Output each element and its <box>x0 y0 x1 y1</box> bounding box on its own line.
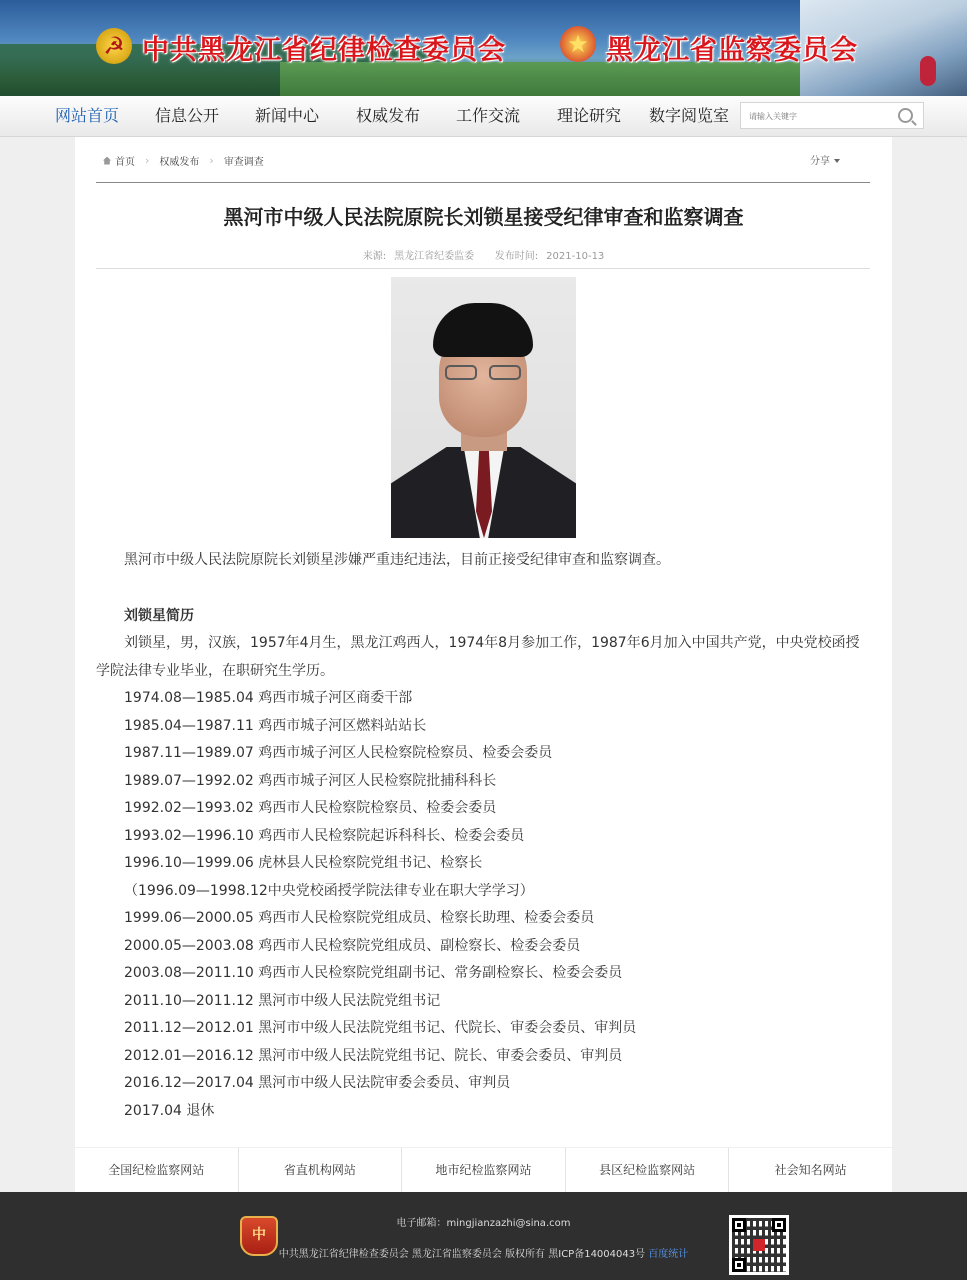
email-label: 电子邮箱： <box>396 1218 447 1229</box>
career-item: 1999.06—2000.05 鸡西市人民检察院党组成员、检察长助理、检委会委员 <box>124 910 595 926</box>
nav-item-work-exchange[interactable]: 工作交流 <box>456 106 521 125</box>
link-county-commission-sites[interactable]: 县区纪检监察网站 <box>566 1148 730 1192</box>
national-emblem-icon: ★ <box>560 26 596 62</box>
bio-intro: 刘锁星，男，汉族，1957年4月生，黑龙江鸡西人，1974年8月参加工作，1987年6月加入中国共产党，中央党校函授学院法律专业毕业，在职研究生学历。 <box>96 635 860 679</box>
breadcrumb-home[interactable]: 首页 <box>115 157 135 168</box>
career-item: 1989.07—1992.02 鸡西市城子河区人民检察院批捕科科长 <box>124 772 497 789</box>
chevron-right-icon: › <box>209 154 214 167</box>
search-input[interactable] <box>747 103 891 129</box>
banner-field <box>280 62 800 96</box>
portrait-photo <box>391 277 576 538</box>
main-nav <box>0 96 967 137</box>
date-label: 发布时间: <box>494 251 539 262</box>
qr-code-icon <box>729 1215 789 1275</box>
nav-item-news-center[interactable]: 新闻中心 <box>255 106 320 125</box>
career-item: 2003.08—2011.10 鸡西市人民检察院党组副书记、常务副检察长、检委会委员 <box>124 965 623 981</box>
site-footer <box>0 1192 967 1280</box>
copyright-text: 中共黑龙江省纪律检查委员会 黑龙江省监察委员会 版权所有 黑ICP备14004043号 <box>278 1249 646 1260</box>
friendly-links-bar <box>75 1148 892 1192</box>
nav-item-digital-reading-room[interactable]: 数字阅览室 <box>649 106 730 125</box>
share-label: 分享 <box>810 156 830 167</box>
email-value[interactable]: mingjianzazhi@sina.com <box>446 1218 571 1229</box>
link-well-known-sites[interactable]: 社会知名网站 <box>774 1163 847 1177</box>
nav-item-home[interactable]: 网站首页 <box>55 106 120 125</box>
divider <box>96 182 870 183</box>
link-national-commission-sites[interactable]: 全国纪检监察网站 <box>75 1148 239 1192</box>
career-item: 2011.10—2011.12 黑河市中级人民法院党组书记 <box>124 992 441 1009</box>
footer-email <box>0 1214 967 1229</box>
divider <box>96 268 870 269</box>
source-value: 黑龙江省纪委监委 <box>394 251 475 262</box>
breadcrumb <box>103 153 264 168</box>
career-item: 1992.02—1993.02 鸡西市人民检察院检察员、检委会委员 <box>124 800 497 816</box>
search-box <box>740 102 924 129</box>
footer-copyright <box>0 1245 967 1260</box>
party-badge-icon: 中 <box>240 1216 278 1256</box>
link-provincial-agency-sites[interactable]: 省直机构网站 <box>239 1148 403 1192</box>
stats-link[interactable]: 百度统计 <box>648 1249 689 1260</box>
nav-item-info-disclosure[interactable]: 信息公开 <box>155 106 220 125</box>
banner-title-supervision: 黑龙江省监察委员会 <box>606 35 858 66</box>
caret-down-icon <box>834 159 840 163</box>
share-button[interactable] <box>810 152 840 167</box>
career-item: 1985.04—1987.11 鸡西市城子河区燃料站站长 <box>124 717 427 734</box>
career-item: （1996.09—1998.12中央党校函授学院法律专业在职大学学习） <box>124 882 534 899</box>
career-item: 2012.01—2016.12 黑河市中级人民法院党组书记、院长、审委会委员、审判员 <box>124 1047 623 1064</box>
header-banner <box>0 0 967 96</box>
breadcrumb-authoritative-release[interactable]: 权威发布 <box>159 157 200 168</box>
article-body <box>96 547 870 1125</box>
search-icon[interactable] <box>898 108 913 123</box>
lantern-icon <box>920 56 936 86</box>
nav-item-theory-research[interactable]: 理论研究 <box>557 106 622 125</box>
article-title: 黑河市中级人民法院原院长刘锁星接受纪律审查和监察调查 <box>223 205 744 229</box>
source-label: 来源: <box>362 251 387 262</box>
career-item: 2000.05—2003.08 鸡西市人民检察院党组成员、副检察长、检委会委员 <box>124 937 581 954</box>
article-meta <box>75 247 892 262</box>
bio-heading: 刘锁星简历 <box>124 607 194 624</box>
party-emblem-icon: ☭ <box>96 28 132 64</box>
chevron-right-icon: › <box>145 154 150 167</box>
link-city-commission-sites[interactable]: 地市纪检监察网站 <box>402 1148 566 1192</box>
date-value: 2021-10-13 <box>546 251 605 262</box>
home-icon <box>103 157 111 165</box>
career-item: 2017.04 退休 <box>124 1102 215 1119</box>
breadcrumb-investigation[interactable]: 审查调查 <box>223 157 264 168</box>
career-item: 1993.02—1996.10 鸡西市人民检察院起诉科科长、检委会委员 <box>124 827 525 844</box>
career-item: 1987.11—1989.07 鸡西市城子河区人民检察院检察员、检委会委员 <box>124 745 553 761</box>
banner-title-commission: 中共黑龙江省纪律检查委员会 <box>142 35 506 66</box>
career-item: 2016.12—2017.04 黑河市中级人民法院审委会委员、审判员 <box>124 1075 511 1091</box>
career-item: 2011.12—2012.01 黑河市中级人民法院党组书记、代院长、审委会委员、审判员 <box>124 1020 637 1036</box>
career-item: 1996.10—1999.06 虎林县人民检察院党组书记、检察长 <box>124 855 483 871</box>
article-lead: 黑河市中级人民法院原院长刘锁星涉嫌严重违纪违法，目前正接受纪律审查和监察调查。 <box>124 552 670 568</box>
article-panel <box>75 137 892 1147</box>
career-item: 1974.08—1985.04 鸡西市城子河区商委干部 <box>124 690 413 706</box>
nav-item-authoritative-release[interactable]: 权威发布 <box>356 106 421 125</box>
